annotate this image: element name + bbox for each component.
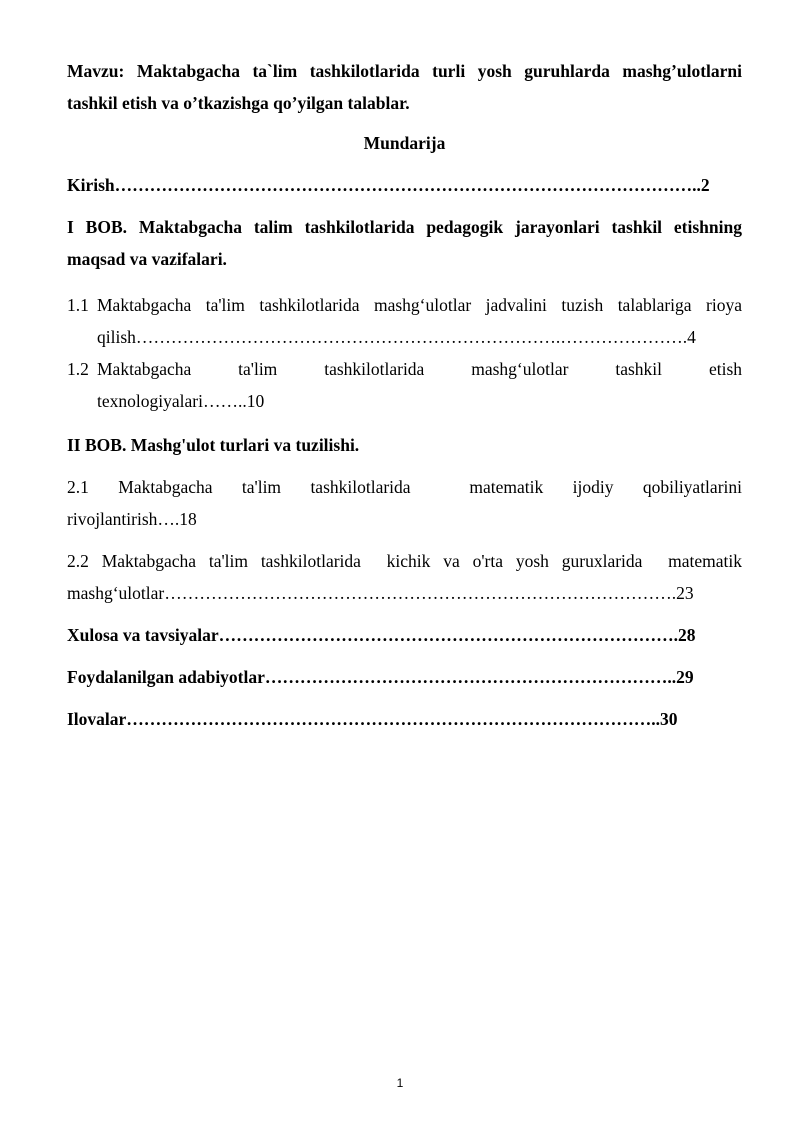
- toc-heading: Mundarija: [363, 133, 446, 153]
- toc-entry-2-1: [67, 471, 742, 535]
- toc-entry-2-1-line-2: rivojlantirish….18: [67, 509, 197, 529]
- chapter-1-title: I BOB. Maktabgacha talim tashkilotlarida pedagogik jarayonlari tashkil etishning maqsad va vazifalari.: [67, 217, 742, 269]
- page-content: [67, 55, 742, 735]
- toc-entry-1-2: [67, 353, 742, 417]
- topic-line-2: tashkil etish va o’tkazishga qo’yilgan talablar.: [67, 93, 410, 113]
- topic-title: [67, 55, 742, 119]
- toc-entry-appendix: Ilovalar………………………………………………………………………………..30: [67, 709, 678, 729]
- toc-entry-1-1: [67, 289, 742, 353]
- toc-entry-2-2-line-2: mashg‘ulotlar…………………………………………………………………………….23: [67, 583, 694, 603]
- toc-entry-1-1-line-1: Maktabgacha ta'lim tashkilotlarida mashg‘ulotlar jadvalini tuzish talablariga rioya: [97, 295, 742, 315]
- toc-entry-1-2-line-2: texnologiyalari……..10: [97, 391, 265, 411]
- page-number: 1: [396, 1076, 404, 1090]
- toc-entry-1-1-number: 1.1: [67, 295, 89, 315]
- toc-entry-1-2-number: 1.2: [67, 359, 89, 379]
- toc-entry-2-2: [67, 545, 742, 609]
- toc-entry-literature: Foydalanilgan adabiyotlar……………………………………………………………..29: [67, 667, 694, 687]
- topic-line-1: Mavzu: Maktabgacha ta`lim tashkilotlarida turli yosh guruhlarda mashg’ulotlarni: [67, 61, 742, 81]
- toc-entry-2-1-line-1: 2.1 Maktabgacha ta'lim tashkilotlarida matematik ijodiy qobiliyatlarini: [67, 477, 742, 497]
- toc-entry-1-1-line-2: qilish……………………………………………………………….………………….4: [97, 327, 696, 347]
- toc-entry-intro: Kirish………………………………………………………………………………………..2: [67, 175, 710, 195]
- toc-entry-2-2-line-1: 2.2 Maktabgacha ta'lim tashkilotlarida kichik va o'rta yosh guruxlarida matematik: [67, 551, 742, 571]
- toc-entry-1-2-line-1: Maktabgacha ta'lim tashkilotlarida mashg‘ulotlar tashkil etish: [97, 359, 742, 379]
- toc-entry-conclusion: Xulosa va tavsiyalar…………………………………………………………………….28: [67, 625, 696, 645]
- chapter-2-title: II BOB. Mashg'ulot turlari va tuzilishi.: [67, 435, 360, 455]
